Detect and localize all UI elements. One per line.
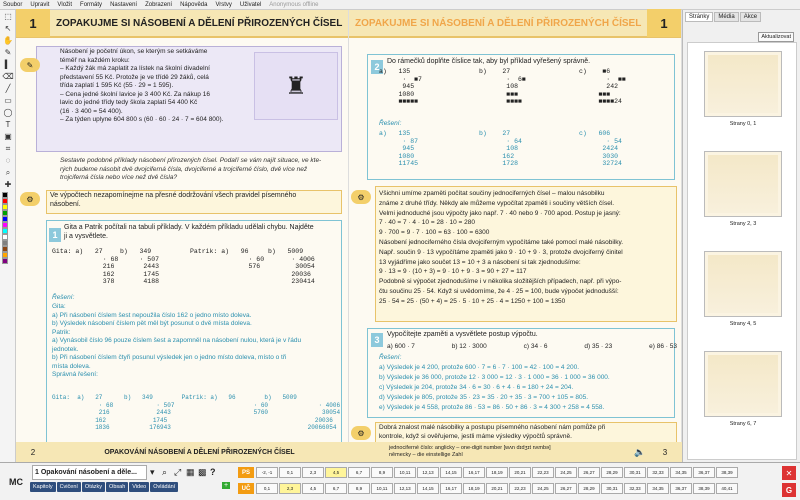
ex3-reseni-label: Řešení:	[379, 354, 402, 361]
calc-line: 3030	[579, 152, 619, 160]
calc-line: · 6■	[479, 75, 526, 83]
right-header	[349, 10, 681, 38]
page-range-cell[interactable]: 8,9	[348, 483, 370, 494]
tip-line: Dobrá znalost malé násobilky a postupu písemného násobení nám pomůže při	[379, 424, 606, 431]
zoom-icon[interactable]: ⌕	[162, 467, 168, 477]
page-range-cell[interactable]: 22,23	[532, 467, 554, 478]
grid-icon[interactable]: ▩	[198, 467, 207, 477]
thumbnail-preview	[708, 355, 778, 413]
thumbnail-label: Strany 4, 5	[729, 321, 757, 327]
mental-line: Podobně si výpočet zjednodušíme i v několika složitějších případech, např. při výpo-	[379, 278, 622, 286]
tip2-text	[379, 424, 675, 441]
page-number-right: 3	[662, 447, 668, 457]
thumbnail-preview	[708, 55, 778, 113]
calc-line: 4188	[120, 278, 160, 285]
calc-line: 1080	[379, 152, 415, 160]
tab-média[interactable]: Média	[714, 12, 738, 22]
calc-line: ■■■■24	[579, 98, 622, 105]
lamp-icon-bottom: ⚙	[351, 426, 371, 440]
chapter-title-right: ZOPAKUJME SI NÁSOBENÍ A DĚLENÍ PŘIROZENÝCH ČÍSEL	[355, 17, 642, 29]
page-range-cell[interactable]: 18,19	[486, 467, 508, 478]
page-range-cell[interactable]: 28,29	[601, 467, 623, 478]
ex2-b	[479, 68, 526, 106]
page-range-cell[interactable]: 40,41	[716, 483, 738, 494]
fit-icon[interactable]: ⤢	[174, 467, 182, 477]
page-range-cell[interactable]: 18,19	[463, 483, 485, 494]
mental-line: Velmi jednoduché jsou výpočty jako např. 7 · 40 nebo 9 · 700 apod. Postup je jasný:	[379, 209, 621, 217]
lesson-select[interactable]: 1 Opakování násobení a děle...	[32, 465, 147, 480]
calc-line: 242	[579, 83, 619, 90]
solution-line: e) Výsledek je 4 558, protože 86 · 53 = 86 · 50 + 86 · 3 = 4 300 + 258 = 4 558.	[379, 404, 605, 411]
page-range-cell[interactable]: 30,31	[624, 467, 646, 478]
ellipse-icon[interactable]: ◯	[3, 108, 13, 117]
patrik-b	[268, 248, 338, 286]
exercise-3-text: Vypočítejte zpaměti a vysvětlete postup výpočtu.	[387, 331, 538, 338]
solution-line: a) Při násobení číslem šest nepoužila číslo 162 o jedno místo doleva.	[52, 311, 252, 319]
mental-line: Všichni umíme zpaměti počítat součiny jednociferných čísel – malou násobilku	[379, 190, 605, 197]
chapter-title: ZOPAKUJME SI NÁSOBENÍ A DĚLENÍ PŘIROZENÝCH ČÍSEL	[56, 17, 343, 29]
menu-item[interactable]: Zobrazení	[145, 1, 173, 8]
menu-item[interactable]: Formáty	[80, 1, 103, 8]
ex3-item: e) 86 · 53	[649, 343, 677, 350]
mental-line: známe z druhé třídy. Někdy ale můžeme vypočítat zpaměti i součiny větších čísel.	[379, 199, 615, 207]
thumbnail-label: Strany 0, 1	[729, 121, 757, 127]
solution-line: a) Výsledek je 4 200, protože 600 · 7 = 6 · 7 · 100 = 42 · 100 = 4 200.	[379, 364, 580, 371]
page-range-cell[interactable]: 24,25	[555, 467, 577, 478]
page-range-cell[interactable]: 28,29	[578, 483, 600, 494]
page-thumbnail[interactable]	[704, 51, 782, 117]
solution-line: d) Výsledek je 805, protože 35 · 23 = 35 · 20 + 35 · 3 = 700 + 105 = 805.	[379, 394, 589, 401]
italic-line: rých budeme násobit dvě dvojciferná čísla, dvojciferné a trojciferné číslo, dvě více než	[60, 165, 308, 173]
page-range-cell[interactable]: 32,33	[647, 467, 669, 478]
calc-line: 378	[52, 278, 115, 285]
calc-line: 11745	[379, 160, 419, 167]
lamp-icon: ⚙	[20, 192, 40, 206]
left-footer	[16, 442, 349, 462]
mental-line: Násobení jednociferného čísla dvojciferným vypočítáme také pomocí malé násobilky.	[379, 238, 624, 246]
calc-line: ■■■	[479, 90, 519, 98]
exercise-line: Gita a Patrik počítali na tabuli příklady. V každém příkladu udělali chybu. Najděte	[64, 224, 314, 231]
rect-icon[interactable]: ▭	[4, 96, 12, 105]
page-range-cell[interactable]: 12,13	[394, 483, 416, 494]
calc-line: c) ■6	[579, 68, 611, 75]
mental-line: 7 · 40 = 7 · 4 · 10 = 28 · 10 = 280	[379, 219, 475, 227]
ps-label: PS	[238, 467, 254, 478]
solution-line: a) Vynásobil číslo 96 pouze číslem šest a zapomněl na násobení nulou, která je v řádu	[52, 337, 302, 344]
page-range-cell[interactable]: 14,15	[440, 467, 462, 478]
menu-item[interactable]: Nápověda	[180, 1, 208, 8]
crop-icon[interactable]: ⌗	[5, 143, 11, 153]
color-picker-icon[interactable]: ✚	[4, 180, 12, 189]
solution-line: b) Výsledek je 36 000, protože 12 · 3 000 = 12 · 3 · 1 000 = 36 · 1 000 = 36 000.	[379, 374, 610, 381]
page-range-cell[interactable]: 38,39	[693, 483, 715, 494]
exercise-1-text	[64, 224, 338, 241]
intro-line: Násobení je početní úkon, se kterým se setkáváme	[60, 48, 208, 55]
solution-line: Patrik:	[52, 328, 71, 336]
page-range-cell[interactable]: 36,37	[693, 467, 715, 478]
left-page	[16, 10, 349, 462]
page-range-cell[interactable]: 0,1	[279, 467, 301, 478]
calc-line: ■■■■■	[379, 98, 419, 105]
lasso-icon[interactable]: ◌	[5, 156, 11, 165]
solution-line: místa doleva.	[52, 362, 91, 370]
calc-line: · 68	[52, 255, 119, 263]
solution-line: b) Výsledek násobení číslem pět měl být posunut o dvě místa doleva.	[52, 320, 252, 327]
thumbnail-preview	[708, 255, 778, 313]
uc-label: UČ	[238, 483, 254, 494]
thumbnail-preview	[708, 155, 778, 213]
ex2-reseni-label: Řešení:	[379, 120, 402, 127]
chapter-number: 1	[16, 9, 50, 37]
correct-solutions	[52, 394, 342, 432]
page-range-cell[interactable]: 32,33	[624, 483, 646, 494]
split-icon[interactable]: ▦	[186, 467, 195, 477]
exercise-2-text: Do rámečků doplňte číslice tak, aby byl příklad vyřešený správně.	[387, 58, 591, 65]
chapter-number-right: 1	[647, 9, 681, 37]
italic-line: Sestavte podobné příklady násobení přirozených čísel. Podaří se vám najít situace, ve kte-	[60, 157, 322, 164]
solution-line: c) Výsledek je 204, protože 34 · 6 = 30 · 6 + 4 · 6 = 180 + 24 = 204.	[379, 384, 574, 391]
calc-line: Gita: a) 27 b) 349 Patrik: a) 96 b) 5009	[52, 394, 297, 401]
calc-line: 108	[479, 83, 519, 90]
intro-line: představení 55 Kč. Protože je ve třídě 29 žáků, celá	[60, 73, 209, 81]
select-icon[interactable]: ⬚	[4, 12, 12, 21]
calc-line: · 60	[190, 255, 265, 263]
page-range-cell[interactable]: 10,11	[394, 467, 416, 478]
page-range-cell[interactable]: 36,37	[670, 483, 692, 494]
exercise-line: ji a vysvětlete.	[64, 232, 108, 240]
page-range-cell[interactable]: 16,17	[463, 467, 485, 478]
page-range-cell[interactable]: 34,35	[647, 483, 669, 494]
calc-line: · ■7	[379, 75, 422, 83]
mental-line: 13 vyjádříme jako součet 13 = 10 + 3 a násobení si tak zjednodušíme:	[379, 258, 581, 266]
solution-line: jednotek.	[52, 345, 79, 353]
calc-line: · ■■	[579, 75, 626, 83]
ex2-res-b	[479, 130, 522, 168]
calc-line: 945	[379, 145, 415, 152]
footer-vocab: jednociferné číslo: anglicky – one-digit number [wʌn dɪdʒɪt nʌmbə] německy – die einstellige Zahl	[389, 445, 551, 458]
mental-line: čtu součinu 25 · 54. Když si uvědomíme, že 4 · 25 = 100, bude výpočet jednodušší:	[379, 287, 619, 295]
mental-line: Např. součin 9 · 13 vypočítáme zpaměti jako 9 · 10 + 9 · 3, protože dvojciferný činitel	[379, 248, 623, 256]
calc-line: · 4006	[268, 255, 315, 263]
calc-line: 1745	[120, 270, 160, 278]
calc-line: 1080	[379, 90, 415, 98]
page-range-cell[interactable]: 2,3	[302, 467, 324, 478]
nav-button[interactable]: Otázky	[82, 482, 105, 492]
calc-line: 1728	[479, 160, 519, 167]
page-number-left: 2	[30, 447, 36, 457]
page-range-cell[interactable]: 14,15	[417, 483, 439, 494]
ex3-reseni-text	[379, 363, 673, 413]
mental-line: 25 · 54 = 25 · (50 + 4) = 25 · 5 · 10 + 25 · 4 = 1250 + 100 = 1350	[379, 297, 566, 305]
page-range-cell[interactable]: 38,39	[716, 467, 738, 478]
page-range-cell[interactable]: 12,13	[417, 467, 439, 478]
page-range-cell[interactable]: 22,23	[509, 483, 531, 494]
text-icon[interactable]: T	[5, 120, 11, 129]
book-view	[16, 10, 682, 462]
exercise-1-number: 1	[49, 228, 61, 242]
menu-item: Anonymous offline	[269, 1, 319, 8]
calc-line: 162 1745 20036	[52, 416, 333, 424]
intro-line: téměř na každém kroku:	[60, 56, 130, 64]
intro-text	[60, 48, 250, 125]
ex2-res-c	[579, 130, 622, 168]
ex2-res-a	[379, 130, 418, 168]
page-range-cell[interactable]: 6,7	[325, 483, 347, 494]
intro-line: třída zaplatí 1 595 Kč (55 · 29 = 1 595).	[60, 82, 174, 89]
menu-item[interactable]: Vložit	[57, 1, 73, 8]
thumbnail-label: Strany 2, 3	[729, 221, 757, 227]
calc-line: 945	[379, 83, 415, 90]
calc-line: · 68 · 507 · 60 · 4006	[52, 401, 341, 409]
intro-line: lavic do jedné třídy tedy škola zaplatí 54 400 Kč	[60, 99, 198, 106]
pointer-icon[interactable]: ↖	[4, 24, 12, 33]
tip-line: násobení.	[50, 200, 81, 208]
page-thumbnail[interactable]	[704, 351, 782, 417]
calc-line: Gita: a) 27	[52, 248, 103, 255]
thumbnail-list	[687, 42, 797, 460]
calc-line: a) 135	[379, 68, 411, 75]
line-icon[interactable]: ╱	[5, 84, 11, 93]
intro-line: (16 · 3 400 = 54 400).	[60, 107, 123, 115]
page-range-cell[interactable]: 16,17	[440, 483, 462, 494]
nav-button[interactable]: Cvičení	[57, 482, 81, 492]
image-icon[interactable]: ▣	[4, 132, 12, 141]
page-range-cell[interactable]: 2,3	[279, 483, 301, 494]
calc-line: 230414	[268, 278, 315, 285]
page-range-cell[interactable]: 10,11	[371, 483, 393, 494]
calc-line: 20036	[268, 270, 311, 278]
color-swatch[interactable]	[2, 258, 8, 264]
page-range-cell[interactable]: 8,9	[371, 467, 393, 478]
pen-icon[interactable]: ✎	[4, 48, 12, 57]
calc-line: 30054	[268, 263, 315, 270]
tool-palette	[0, 10, 16, 462]
menu-item[interactable]: Nastavení	[110, 1, 138, 8]
thumbnail-label: Strany 6, 7	[729, 421, 757, 427]
calc-line: ■■■	[579, 90, 611, 98]
nav-button[interactable]: Video	[129, 482, 149, 492]
patrik-a	[190, 248, 270, 271]
lamp-icon-right: ⚙	[351, 190, 371, 204]
calc-line: · 87	[379, 137, 419, 145]
gita-a	[52, 248, 122, 286]
zoom-icon[interactable]: ⌕	[5, 167, 11, 177]
menu-item[interactable]: Uživatel	[239, 1, 262, 8]
page-range-cell[interactable]: 24,25	[532, 483, 554, 494]
google-icon[interactable]: G	[782, 483, 796, 497]
bulb-icon: ✎	[20, 58, 40, 72]
calc-line: b) 5009	[268, 248, 304, 255]
calc-line: b) 27	[479, 68, 511, 75]
calc-line: b) 349	[120, 248, 152, 255]
exercise-2-number: 2	[371, 60, 383, 74]
ex3-item: d) 35 · 23	[584, 343, 613, 350]
footer-title: OPAKOVÁNÍ NÁSOBENÍ A DĚLENÍ PŘIROZENÝCH ČÍSEL	[104, 448, 295, 456]
page-range-cell[interactable]: 26,27	[578, 467, 600, 478]
task-italic	[60, 157, 342, 183]
calc-line: 576	[190, 263, 261, 270]
exercise-3-number: 3	[371, 333, 383, 347]
help-icon[interactable]: ?	[210, 467, 216, 477]
ex3-item: c) 34 · 6	[523, 343, 548, 350]
calc-line: · 54	[579, 137, 622, 145]
page-range-cell[interactable]: 6,7	[348, 467, 370, 478]
add-icon[interactable]: +	[224, 482, 229, 489]
tip-line: kontrole, když si ověřujeme, jestli máme výsledky výpočtů správně.	[379, 432, 572, 440]
ex3-item: a) 600 · 7	[387, 343, 415, 350]
ex2-c	[579, 68, 626, 106]
calc-line: ■■■■	[479, 98, 522, 105]
tip-text	[50, 192, 340, 209]
speaker-icon[interactable]: 🔈	[634, 446, 646, 457]
calc-line: 2443	[120, 263, 160, 270]
reseni-label: Řešení:	[52, 294, 75, 301]
calc-line: 162	[479, 152, 515, 160]
calc-line: · 64	[479, 137, 522, 145]
intro-line: – Každý žák má zaplatit za lístek na školní divadelní	[60, 65, 210, 72]
page-range-cell[interactable]: 30,31	[601, 483, 623, 494]
right-footer	[349, 442, 682, 462]
calc-line: 108	[479, 145, 519, 152]
page-range-cell[interactable]: 34,35	[670, 467, 692, 478]
calc-line: 216	[52, 263, 115, 270]
calc-line: c) 606	[579, 130, 611, 137]
tab-stránky[interactable]: Stránky	[685, 12, 713, 22]
hand-icon[interactable]: ✋	[3, 36, 13, 45]
bottom-bar	[0, 462, 800, 500]
intro-line: – Za týden uplyne 604 800 s (60 · 60 · 24 · 7 = 604 800).	[60, 116, 224, 123]
page-range-cell[interactable]: 0,1	[256, 483, 278, 494]
right-page	[349, 10, 682, 462]
chess-illustration: ♜	[254, 52, 338, 120]
solution-line: Správná řešení:	[52, 371, 98, 378]
tab-akce[interactable]: Akce	[740, 12, 761, 22]
calc-line: · 507	[120, 255, 160, 263]
left-header	[16, 10, 348, 38]
calc-line: 162	[52, 270, 115, 278]
page-range-cell[interactable]: 26,27	[555, 483, 577, 494]
calc-line: b) 27	[479, 130, 511, 137]
page-range-cell[interactable]: -2, -1	[256, 467, 278, 478]
eraser-icon[interactable]: ⌫	[2, 72, 14, 81]
highlighter-icon[interactable]: ▍	[4, 60, 12, 69]
calc-line: 1836 176943 20066054	[52, 424, 337, 431]
nav-button[interactable]: Obsah	[106, 482, 128, 492]
page-range-cell[interactable]: 20,21	[486, 483, 508, 494]
calc-line: 216 2443 5760 30054	[52, 409, 341, 416]
nav-button[interactable]: Ovládání	[150, 482, 178, 492]
mental-line: 9 · 13 = 9 · (10 + 3) = 9 · 10 + 9 · 3 = 90 + 27 = 117	[379, 268, 527, 276]
page-thumbnail[interactable]	[704, 251, 782, 317]
italic-line: trojciferná čísla nebo více než dvě čísla?	[60, 174, 178, 181]
page-range-cell[interactable]: 4,5	[325, 467, 347, 478]
side-panel	[682, 10, 800, 462]
color-palette	[0, 191, 16, 265]
menu-item[interactable]: Vrstvy	[215, 1, 232, 8]
calc-line: 2424	[579, 145, 619, 152]
tip-line: Ve výpočtech nezapomínejme na přesné dodržování všech pravidel písemného	[50, 192, 297, 199]
menu-item[interactable]: Upravit	[30, 1, 50, 8]
ex3-item: b) 12 · 3000	[451, 343, 487, 350]
calc-line: Patrik: a) 96	[190, 248, 249, 255]
solution-line: Gita:	[52, 303, 66, 310]
page-thumbnail[interactable]	[704, 151, 782, 217]
page-range-cell[interactable]: 20,21	[509, 467, 531, 478]
gita-b	[120, 248, 180, 286]
calc-line: a) 135	[379, 130, 411, 137]
mc-logo: MC	[9, 477, 23, 487]
ex2-a	[379, 68, 422, 106]
nav-button[interactable]: Kapitoly	[30, 482, 56, 492]
reseni-text	[52, 303, 342, 380]
page-range-cell[interactable]: 4,5	[302, 483, 324, 494]
calc-line: 32724	[579, 160, 622, 167]
mental-math-text	[379, 189, 675, 307]
chevron-down-icon[interactable]: ▾	[150, 467, 155, 477]
menu-item[interactable]: Soubor	[3, 1, 23, 8]
update-button[interactable]: Aktualizovat	[758, 32, 794, 42]
ex3-items	[387, 343, 677, 352]
solution-line: b) Při násobení číslem čtyři posunul výsledek jen o jedno místo doleva, místo o tři	[52, 354, 287, 361]
intro-line: – Cena jedné školní lavice je 3 400 Kč. Za nákup 16	[60, 90, 210, 98]
mental-line: 9 · 700 = 9 · 7 · 100 = 63 · 100 = 6300	[379, 229, 490, 237]
close-icon[interactable]: ✕	[782, 466, 796, 480]
